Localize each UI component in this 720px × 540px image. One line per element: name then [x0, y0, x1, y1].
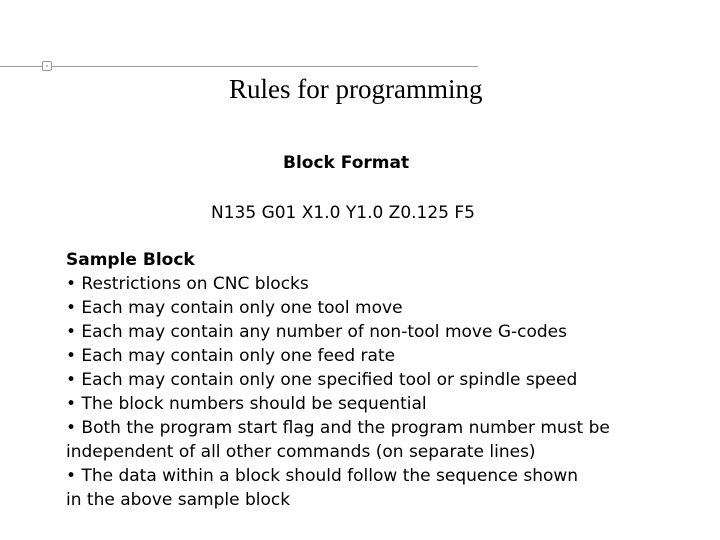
bullet-line: • Each may contain only one specified tool or spindle speed [66, 370, 578, 390]
bullet-line: • Restrictions on CNC blocks [66, 274, 309, 294]
bullet-line: • Each may contain any number of non-tool move G-codes [66, 322, 567, 342]
bullet-line: • Each may contain only one feed rate [66, 346, 396, 366]
slide-title: Rules for programming [229, 74, 483, 104]
bullet-line-continuation: independent of all other commands (on separate lines) [66, 442, 536, 462]
example-block-code: N135 G01 X1.0 Y1.0 Z0.125 F5 [211, 203, 475, 223]
bullet-line-continuation: in the above sample block [66, 490, 291, 510]
bullet-line: • Both the program start flag and the program number must be [66, 418, 610, 438]
bullet-line: • Each may contain only one tool move [66, 298, 403, 318]
divider-marker-icon [42, 61, 52, 71]
sample-block-heading: Sample Block [66, 250, 195, 270]
title-divider-line [0, 66, 478, 67]
bullet-line: • The data within a block should follow the sequence shown [66, 466, 579, 486]
slide-body [66, 248, 706, 512]
block-format-heading: Block Format [283, 153, 410, 173]
bullet-line: • The block numbers should be sequential [66, 394, 427, 414]
